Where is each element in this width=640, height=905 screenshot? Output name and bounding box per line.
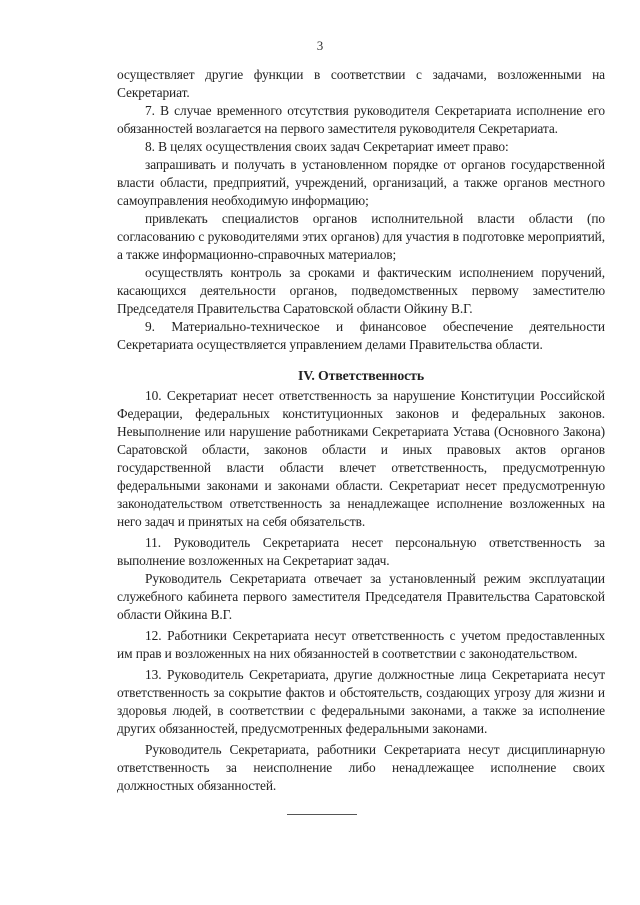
paragraph: 11. Руководитель Секретариата несет персональную ответственность за выполнение возложенных на Секретариат задач. [117,535,605,568]
page-number: 3 [316,38,324,53]
paragraph: привлекать специалистов органов исполнительной власти области (по согласованию с руководителями этих органов) для участия в подготовке мероприятий, а также информационно-справочных материалов; [117,211,605,262]
footer-rule [287,814,357,815]
paragraph: осуществляет другие функции в соответствии с задачами, возложенными на Секретариат. [117,67,605,100]
paragraph: 13. Руководитель Секретариата, другие должностные лица Секретариата несут ответственность за сокрытие фактов и обстоятельств, создающих угрозу для жизни и здоровья людей, в соответствии с федеральными законами, а также за исполнение других обязанностей, предусмотренных федеральными законами. [117,667,605,736]
paragraphs-after-section [117,387,605,795]
paragraph: Руководитель Секретариата отвечает за установленный режим эксплуатации служебного кабинета первого заместителя Председателя Правительства Саратовской области Ойкина В.Г. [117,571,605,622]
paragraphs-before-section [117,66,605,354]
paragraph: запрашивать и получать в установленном порядке от органов государственной власти области, предприятий, учреждений, организаций, а также органов местного самоуправления необходимую информацию; [117,157,605,208]
paragraph: 12. Работники Секретариата несут ответственность с учетом предоставленных им прав и возложенных на них обязанностей в соответствии с законодательством. [117,628,605,661]
document-body [117,66,605,795]
paragraph: 8. В целях осуществления своих задач Секретариат имеет право: [145,139,509,154]
paragraph: 10. Секретариат несет ответственность за нарушение Конституции Российской Федерации, федеральных конституционных законов и федеральных законов. Невыполнение или нарушение работниками Секретариата Устава (Основного Закона) Саратовской области, законов области и иных правовых актов органов государственной власти области влечет ответственность, предусмотренную федеральными законами и законами области. Секретариат несет предусмотренную законодательством ответственность за ненадлежащее исполнение возложенных на него задач и принятых на себя обязательств. [117,388,605,529]
paragraph: Руководитель Секретариата, работники Секретариата несут дисциплинарную ответственность за неисполнение либо ненадлежащее исполнение своих должностных обязанностей. [117,742,605,793]
paragraph: осуществлять контроль за сроками и фактическим исполнением поручений, касающихся деятельности органов, подведомственных первому заместителю Председателя Правительства Саратовской области Ойкину В.Г. [117,265,605,316]
paragraph: 9. Материально-техническое и финансовое обеспечение деятельности Секретариата осуществляется управлением делами Правительства области. [117,319,605,352]
paragraph: 7. В случае временного отсутствия руководителя Секретариата исполнение его обязанностей возлагается на первого заместителя руководителя Секретариата. [117,103,605,136]
section-title: IV. Ответственность [297,368,425,383]
